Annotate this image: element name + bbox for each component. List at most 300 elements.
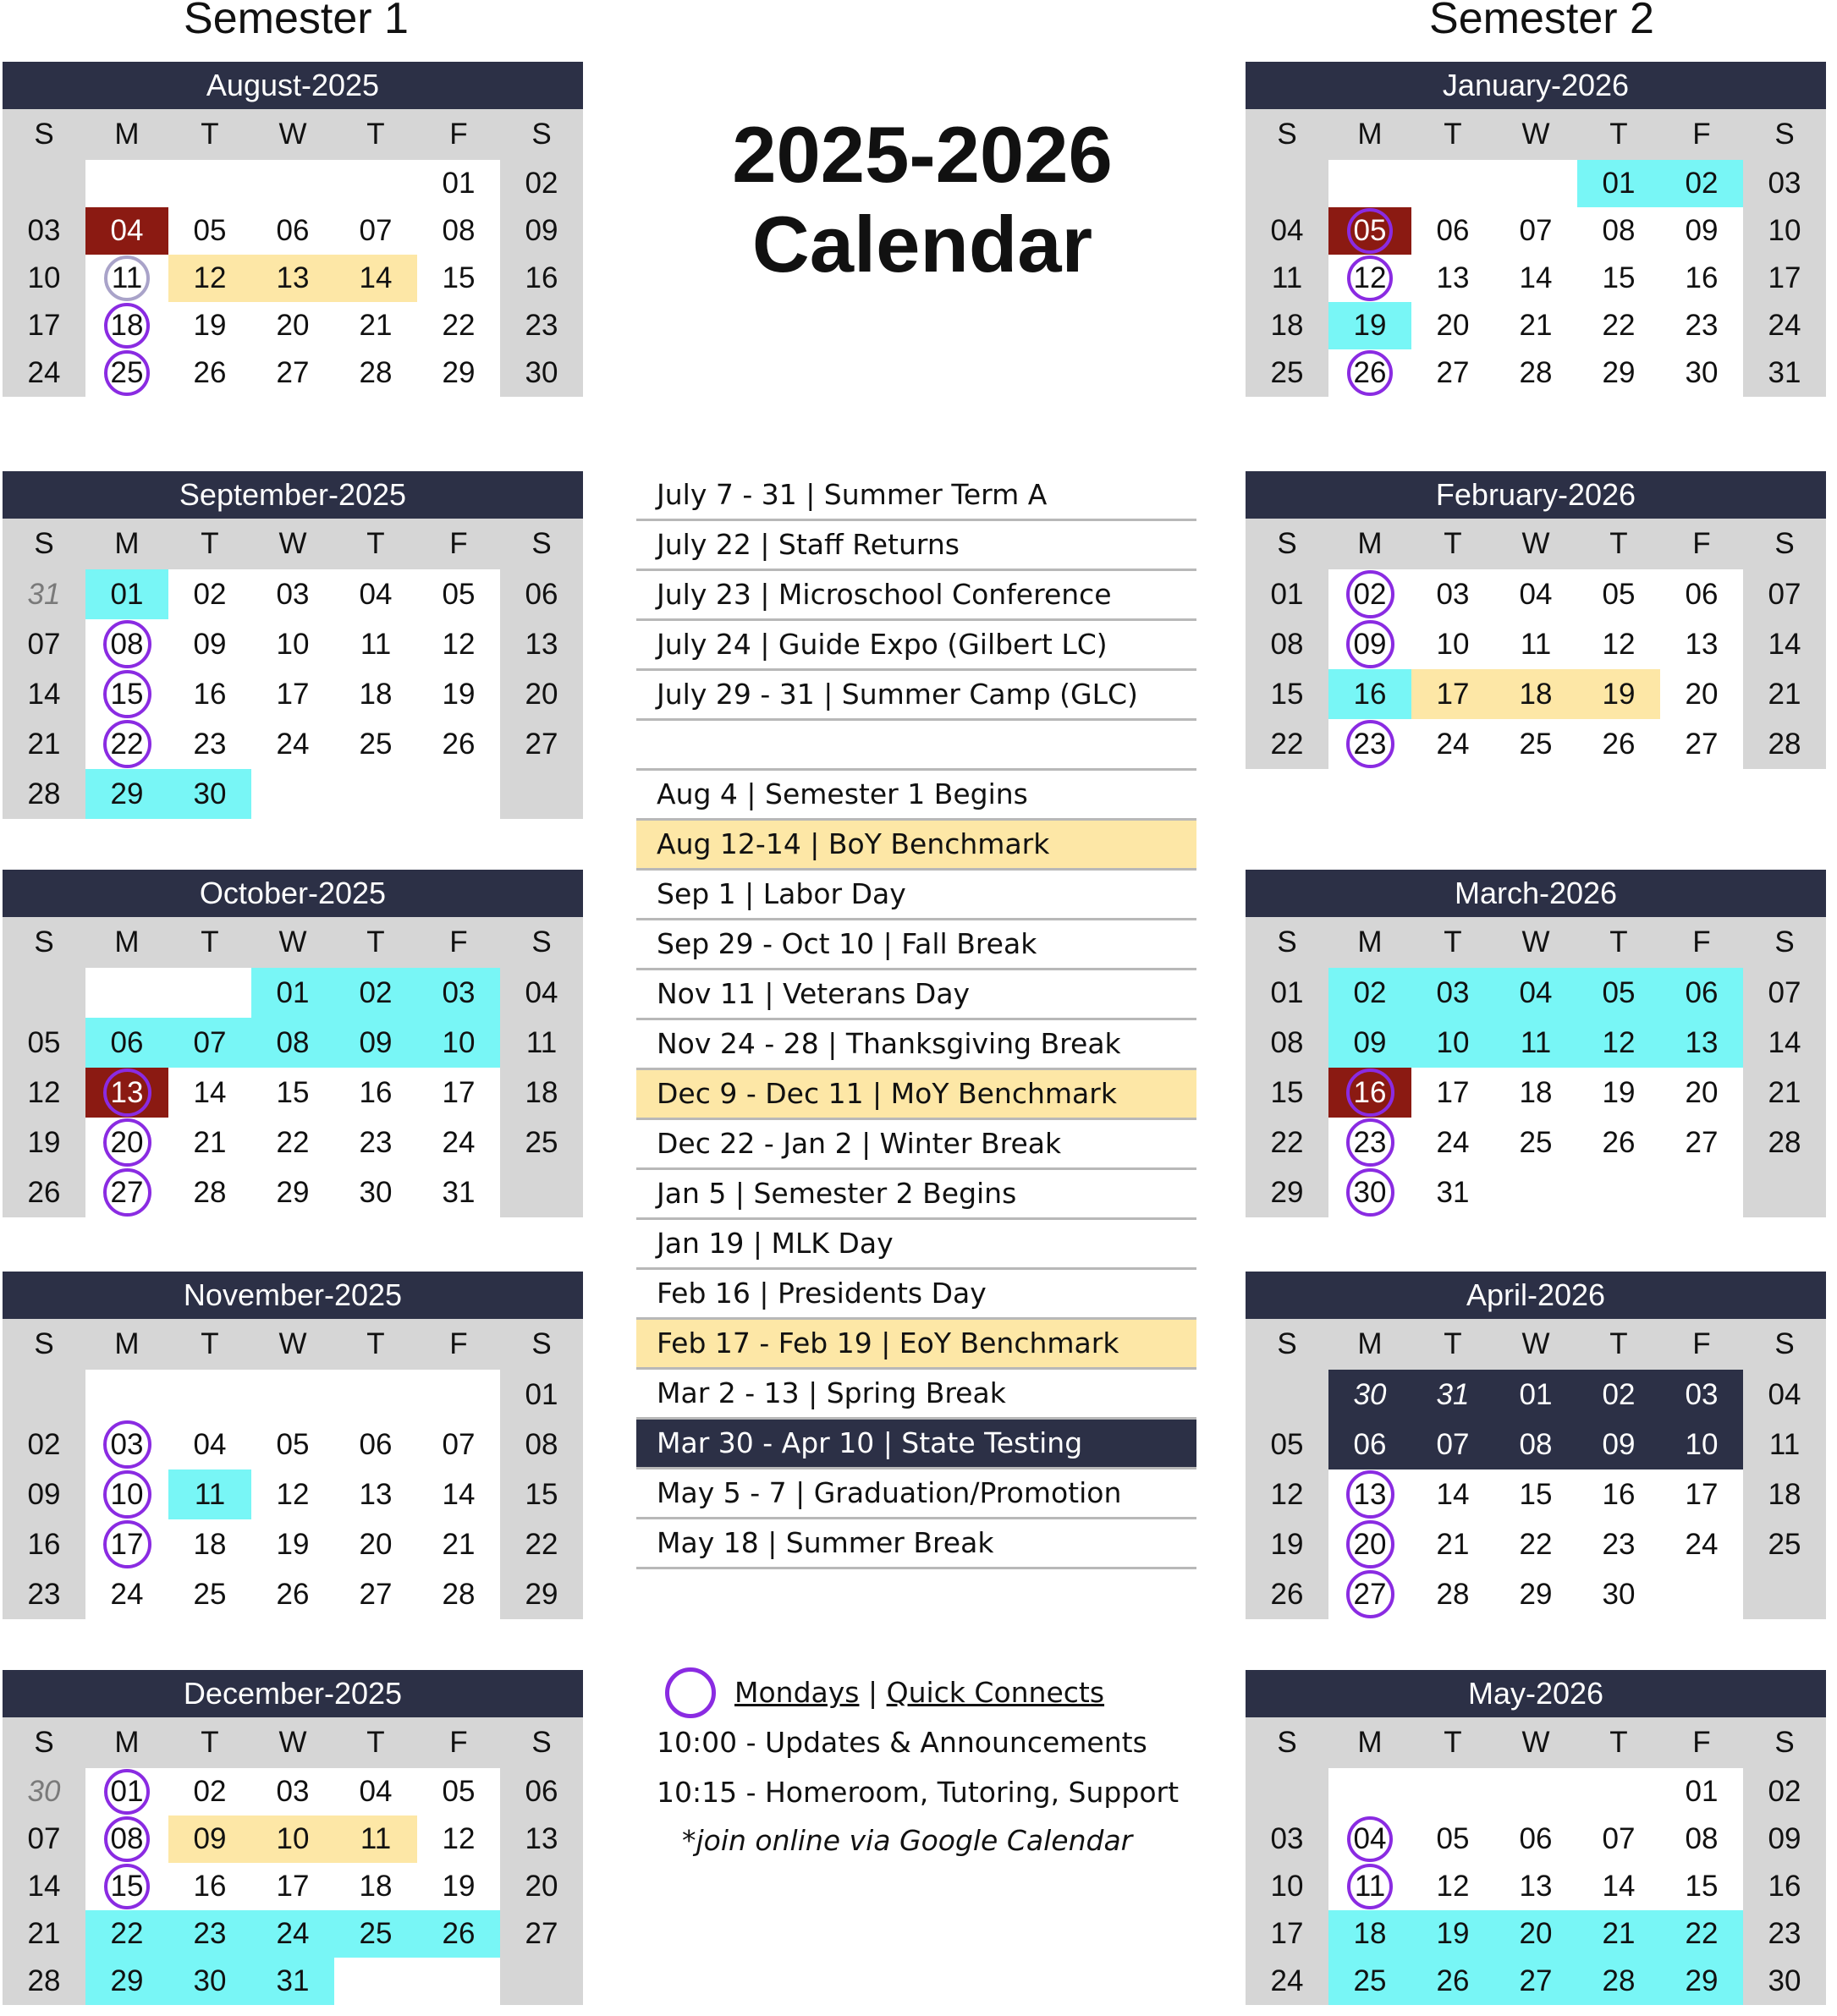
day-cell: 24 [110, 1578, 144, 1611]
month-may-2026 [1246, 1670, 1826, 2005]
day-cell: 15 [1685, 1870, 1719, 1903]
day-cell: 26 [1353, 356, 1387, 389]
day-cell: 08 [1270, 1026, 1304, 1059]
event-row [636, 721, 1196, 771]
day-name: F [449, 118, 468, 151]
day-cell: 20 [276, 309, 310, 342]
day-cell: 04 [193, 1428, 227, 1461]
day-cell: 11 [360, 1822, 392, 1855]
day-cell [168, 968, 251, 1018]
day-cell: 30 [193, 777, 227, 810]
day-cell: 11 [1768, 1428, 1801, 1461]
event-row [636, 1170, 1196, 1220]
day-cell: 16 [1602, 1478, 1636, 1511]
day-cell: 30 [359, 1176, 393, 1209]
day-name: T [201, 527, 219, 560]
day-cell: 28 [1768, 728, 1801, 761]
day-cell: 17 [110, 1528, 144, 1561]
day-name: T [1609, 1327, 1628, 1360]
day-name: S [1277, 527, 1297, 560]
day-cell: 02 [1353, 578, 1387, 611]
day-cell: 29 [525, 1578, 558, 1611]
day-cell: 27 [525, 728, 558, 761]
day-cell: 22 [442, 309, 476, 342]
event-row [636, 1370, 1196, 1420]
day-cell: 08 [110, 1822, 144, 1855]
day-name: M [114, 527, 140, 560]
day-cell [334, 1958, 417, 2005]
day-name: F [449, 1327, 468, 1360]
event-text: July 29 - 31 | Summer Camp (GLC) [657, 678, 1138, 711]
day-name: M [1357, 1726, 1383, 1759]
day-name: W [278, 1327, 307, 1360]
day-cell: 06 [1353, 1428, 1387, 1461]
monday-ring-icon [1346, 1168, 1394, 1217]
day-cell: 19 [1436, 1917, 1470, 1950]
day-name: W [1521, 527, 1550, 560]
day-cell: 04 [1353, 1822, 1387, 1855]
day-cell: 20 [1685, 1076, 1719, 1109]
event-text: Dec 9 - Dec 11 | MoY Benchmark [657, 1077, 1117, 1110]
day-name: W [278, 926, 307, 959]
day-name: S [531, 926, 552, 959]
day-cell: 13 [1519, 1870, 1553, 1903]
day-cell: 15 [1602, 261, 1636, 294]
day-name: F [1692, 1726, 1711, 1759]
event-text: July 22 | Staff Returns [657, 528, 960, 561]
day-cell: 03 [1436, 578, 1470, 611]
day-cell: 04 [1768, 1378, 1801, 1411]
day-cell [3, 968, 85, 1018]
event-row [636, 920, 1196, 970]
day-name: M [114, 926, 140, 959]
day-cell [334, 160, 417, 207]
day-cell: 30 [1685, 356, 1719, 389]
day-name: W [1521, 926, 1550, 959]
day-name: S [1774, 1327, 1795, 1360]
day-cell: 05 [442, 1775, 476, 1808]
day-cell: 01 [1270, 578, 1304, 611]
day-cell: 31 [1768, 356, 1801, 389]
day-cell [168, 1370, 251, 1420]
day-cell: 26 [442, 1917, 476, 1950]
monday-ring-icon [103, 720, 151, 768]
day-cell [1577, 1768, 1660, 1815]
month-march-2026 [1246, 870, 1826, 1217]
event-text: July 23 | Microschool Conference [657, 578, 1112, 611]
day-cell: 16 [27, 1528, 61, 1561]
day-cell: 27 [525, 1917, 558, 1950]
day-cell: 27 [1353, 1578, 1387, 1611]
event-text: July 7 - 31 | Summer Term A [657, 478, 1048, 511]
day-cell: 08 [1270, 628, 1304, 661]
day-cell: 01 [1685, 1775, 1719, 1808]
month-october-2025 [3, 870, 583, 1217]
event-text: Mar 30 - Apr 10 | State Testing [657, 1426, 1083, 1459]
title-calendar: Calendar [751, 200, 1093, 288]
day-cell: 30 [525, 356, 558, 389]
day-name: M [1357, 527, 1383, 560]
event-text: May 5 - 7 | Graduation/Promotion [657, 1476, 1122, 1509]
day-cell [1660, 1569, 1743, 1619]
day-cell: 20 [1353, 1528, 1387, 1561]
day-name: M [1357, 926, 1383, 959]
day-cell: 01 [442, 167, 476, 200]
day-cell: 16 [359, 1076, 393, 1109]
day-cell: 24 [1436, 1126, 1470, 1159]
event-row [636, 571, 1196, 621]
month-title: November-2025 [3, 1272, 583, 1319]
day-name: S [1774, 118, 1795, 151]
day-cell: 11 [1271, 261, 1303, 294]
day-cell: 28 [442, 1578, 476, 1611]
day-cell [417, 769, 500, 819]
day-cell: 28 [27, 777, 61, 810]
day-cell [85, 1370, 168, 1420]
day-cell: 28 [1768, 1126, 1801, 1159]
day-cell: 20 [359, 1528, 393, 1561]
day-cell: 05 [1602, 976, 1636, 1009]
month-december-2025 [3, 1670, 583, 2005]
monday-ring-icon [1347, 208, 1393, 254]
legend-quick-connects: Quick Connects [886, 1676, 1105, 1709]
day-cell: 18 [1519, 1076, 1553, 1109]
day-cell: 06 [110, 1026, 144, 1059]
day-cell [251, 1370, 334, 1420]
day-cell: 03 [1436, 976, 1470, 1009]
day-cell: 25 [1353, 1964, 1387, 1997]
day-cell: 05 [1270, 1428, 1304, 1461]
day-cell: 18 [1353, 1917, 1387, 1950]
monday-ring-icon [1346, 1068, 1394, 1117]
event-row [636, 1120, 1196, 1170]
monday-ring-icon [103, 1118, 151, 1167]
day-cell: 26 [193, 356, 227, 389]
event-text: Feb 16 | Presidents Day [657, 1277, 987, 1310]
day-name: T [1609, 1726, 1628, 1759]
day-cell: 06 [1685, 976, 1719, 1009]
day-cell: 25 [1519, 728, 1553, 761]
day-cell: 18 [1270, 309, 1304, 342]
day-name: T [366, 118, 385, 151]
day-cell: 15 [1270, 1076, 1304, 1109]
day-cell: 06 [525, 578, 558, 611]
day-cell: 19 [1270, 1528, 1304, 1561]
day-name: S [1774, 527, 1795, 560]
day-name: S [531, 527, 552, 560]
event-row [636, 1519, 1196, 1569]
day-cell: 17 [1768, 261, 1801, 294]
day-cell: 13 [359, 1478, 393, 1511]
day-cell: 28 [359, 356, 393, 389]
event-text: Mar 2 - 13 | Spring Break [657, 1376, 1006, 1409]
day-cell: 06 [525, 1775, 558, 1808]
day-cell: 27 [276, 356, 310, 389]
day-name: M [1357, 1327, 1383, 1360]
day-name: M [114, 1327, 140, 1360]
day-cell: 03 [276, 1775, 310, 1808]
monday-ring-icon [1346, 1570, 1394, 1618]
day-cell: 05 [276, 1428, 310, 1461]
day-cell: 29 [1519, 1578, 1553, 1611]
month-title: February-2026 [1246, 471, 1826, 519]
event-text: Aug 12-14 | BoY Benchmark [657, 827, 1050, 860]
day-cell: 10 [27, 261, 61, 294]
monday-ring-icon [103, 1068, 151, 1117]
day-cell: 18 [525, 1076, 558, 1109]
day-cell: 02 [27, 1428, 61, 1461]
day-cell: 14 [1436, 1478, 1470, 1511]
day-cell [417, 1958, 500, 2005]
day-cell: 25 [110, 356, 144, 389]
day-cell: 17 [27, 309, 61, 342]
semester-1-title: Semester 1 [184, 0, 409, 43]
event-row [636, 621, 1196, 671]
day-cell: 26 [1602, 1126, 1636, 1159]
day-cell: 17 [442, 1076, 476, 1109]
monday-ring-icon [1346, 620, 1394, 668]
day-cell [3, 1370, 85, 1420]
month-january-2026 [1246, 62, 1826, 397]
day-name: F [449, 527, 468, 560]
event-row [636, 970, 1196, 1020]
day-cell: 09 [359, 1026, 393, 1059]
day-cell: 28 [1602, 1964, 1636, 1997]
month-february-2026 [1246, 471, 1826, 769]
day-cell: 11 [525, 1026, 558, 1059]
event-text: Sep 29 - Oct 10 | Fall Break [657, 927, 1037, 960]
day-cell: 02 [1602, 1378, 1636, 1411]
day-cell: 13 [110, 1076, 144, 1109]
day-cell [251, 769, 334, 819]
day-cell: 28 [193, 1176, 227, 1209]
day-cell: 09 [1353, 628, 1387, 661]
day-cell: 25 [1768, 1528, 1801, 1561]
day-cell: 30 [1353, 1378, 1387, 1411]
day-name: T [201, 1726, 219, 1759]
day-cell: 16 [1685, 261, 1719, 294]
day-cell: 10 [276, 628, 310, 661]
day-cell: 22 [1602, 309, 1636, 342]
month-august-2025 [3, 62, 583, 397]
day-cell [251, 160, 334, 207]
day-cell: 08 [525, 1428, 558, 1461]
day-cell: 19 [276, 1528, 310, 1561]
day-cell: 26 [1602, 728, 1636, 761]
day-cell [1743, 1569, 1826, 1619]
month-november-2025 [3, 1272, 583, 1619]
day-cell: 10 [1436, 628, 1470, 661]
day-cell: 13 [1436, 261, 1470, 294]
day-cell: 22 [110, 728, 144, 761]
event-text: Jan 5 | Semester 2 Begins [657, 1177, 1017, 1210]
day-name: S [34, 926, 54, 959]
day-name: S [34, 1327, 54, 1360]
day-cell: 23 [193, 1917, 227, 1950]
day-name: F [449, 1726, 468, 1759]
day-cell: 21 [27, 728, 61, 761]
day-cell: 20 [1436, 309, 1470, 342]
day-cell [1494, 1167, 1577, 1217]
day-cell: 29 [1602, 356, 1636, 389]
day-cell: 10 [1685, 1428, 1719, 1461]
legend-join-note: *join online via Google Calendar [682, 1824, 1133, 1857]
day-cell: 23 [1768, 1917, 1801, 1950]
day-cell: 19 [1353, 309, 1387, 342]
day-cell: 21 [1436, 1528, 1470, 1561]
monday-ring-icon [1347, 350, 1393, 396]
day-cell: 15 [1270, 678, 1304, 711]
day-cell: 23 [1353, 1126, 1387, 1159]
day-cell: 07 [193, 1026, 227, 1059]
monday-ring-icon [1347, 255, 1393, 301]
event-text: Jan 19 | MLK Day [657, 1227, 894, 1260]
day-cell [1328, 160, 1411, 207]
day-name: F [1692, 926, 1711, 959]
event-row [636, 821, 1196, 871]
monday-ring-icon [1346, 720, 1394, 768]
legend-mondays: Mondays [734, 1676, 860, 1709]
day-cell [1246, 160, 1328, 207]
day-cell: 12 [1602, 628, 1636, 661]
day-cell: 08 [1519, 1428, 1553, 1461]
day-cell: 02 [1768, 1775, 1801, 1808]
day-cell: 07 [1768, 976, 1801, 1009]
monday-ring-icon [1346, 1118, 1394, 1167]
day-name: T [366, 1327, 385, 1360]
day-name: T [1609, 118, 1628, 151]
day-cell: 02 [1685, 167, 1719, 200]
monday-ring-icon [1347, 1864, 1393, 1909]
day-cell: 10 [1270, 1870, 1304, 1903]
day-cell: 07 [27, 1822, 61, 1855]
month-title: September-2025 [3, 471, 583, 519]
day-cell: 22 [1685, 1917, 1719, 1950]
day-cell: 24 [1685, 1528, 1719, 1561]
day-cell: 12 [442, 1822, 476, 1855]
day-cell: 23 [1685, 309, 1719, 342]
day-name: S [1277, 1726, 1297, 1759]
day-cell: 06 [1436, 214, 1470, 247]
day-cell: 06 [1685, 578, 1719, 611]
day-cell: 15 [110, 1870, 144, 1903]
day-cell [1494, 1768, 1577, 1815]
day-cell: 20 [1685, 678, 1719, 711]
monday-ring-icon [103, 1420, 151, 1469]
month-title: October-2025 [3, 870, 583, 917]
day-name: S [1277, 118, 1297, 151]
day-cell: 14 [1768, 1026, 1801, 1059]
day-cell: 14 [27, 1870, 61, 1903]
day-cell: 21 [193, 1126, 227, 1159]
day-cell: 17 [1685, 1478, 1719, 1511]
event-row [636, 1070, 1196, 1120]
day-cell: 12 [193, 261, 227, 294]
day-cell [500, 1958, 583, 2005]
month-september-2025 [3, 471, 583, 819]
day-name: T [1444, 118, 1462, 151]
day-cell: 19 [1602, 678, 1636, 711]
day-cell: 02 [193, 578, 227, 611]
day-cell: 01 [110, 578, 144, 611]
day-name: S [34, 527, 54, 560]
day-name: M [114, 118, 140, 151]
monday-ring-icon [104, 350, 150, 396]
day-cell [168, 160, 251, 207]
event-row [636, 1270, 1196, 1320]
day-name: S [531, 1726, 552, 1759]
day-cell: 29 [442, 356, 476, 389]
day-cell: 18 [359, 1870, 393, 1903]
day-cell: 19 [193, 309, 227, 342]
monday-ring-icon [1346, 1470, 1394, 1519]
month-title: January-2026 [1246, 62, 1826, 109]
page-title [635, 110, 1210, 289]
day-cell: 30 [1353, 1176, 1387, 1209]
day-cell [3, 160, 85, 207]
day-cell: 17 [276, 678, 310, 711]
day-cell: 24 [27, 356, 61, 389]
day-cell: 11 [1354, 1870, 1386, 1903]
day-cell: 19 [1602, 1076, 1636, 1109]
day-cell: 13 [525, 628, 558, 661]
day-cell: 12 [1270, 1478, 1304, 1511]
day-cell [500, 769, 583, 819]
day-cell: 23 [27, 1578, 61, 1611]
day-cell: 18 [193, 1528, 227, 1561]
day-cell: 26 [27, 1176, 61, 1209]
day-cell: 01 [1270, 976, 1304, 1009]
day-cell: 23 [525, 309, 558, 342]
month-title: March-2026 [1246, 870, 1826, 917]
day-name: T [201, 926, 219, 959]
day-cell: 03 [276, 578, 310, 611]
day-cell: 16 [1353, 1076, 1387, 1109]
title-years: 2025-2026 [732, 110, 1113, 199]
day-cell: 27 [359, 1578, 393, 1611]
day-cell: 18 [110, 309, 144, 342]
day-cell: 01 [1519, 1378, 1553, 1411]
day-name: F [1692, 527, 1711, 560]
day-cell: 25 [1270, 356, 1304, 389]
day-cell: 26 [1436, 1964, 1470, 1997]
day-cell: 29 [110, 777, 144, 810]
day-name: T [366, 527, 385, 560]
day-cell: 22 [276, 1126, 310, 1159]
day-cell: 04 [1270, 214, 1304, 247]
day-name: W [1521, 1726, 1550, 1759]
day-cell: 26 [276, 1578, 310, 1611]
day-cell: 30 [1768, 1964, 1801, 1997]
day-cell: 27 [1519, 1964, 1553, 1997]
day-cell: 10 [1436, 1026, 1470, 1059]
day-cell: 25 [525, 1126, 558, 1159]
day-cell: 05 [442, 578, 476, 611]
day-name: T [1444, 1327, 1462, 1360]
day-cell: 24 [1436, 728, 1470, 761]
day-name: F [1692, 118, 1711, 151]
day-name: S [1774, 926, 1795, 959]
day-cell: 14 [359, 261, 393, 294]
day-cell: 04 [1519, 976, 1553, 1009]
day-cell: 09 [1768, 1822, 1801, 1855]
day-cell: 07 [1436, 1428, 1470, 1461]
day-cell: 07 [1519, 214, 1553, 247]
day-cell: 22 [1270, 1126, 1304, 1159]
day-cell: 16 [193, 1870, 227, 1903]
day-cell: 18 [1519, 678, 1553, 711]
event-row [636, 471, 1196, 521]
